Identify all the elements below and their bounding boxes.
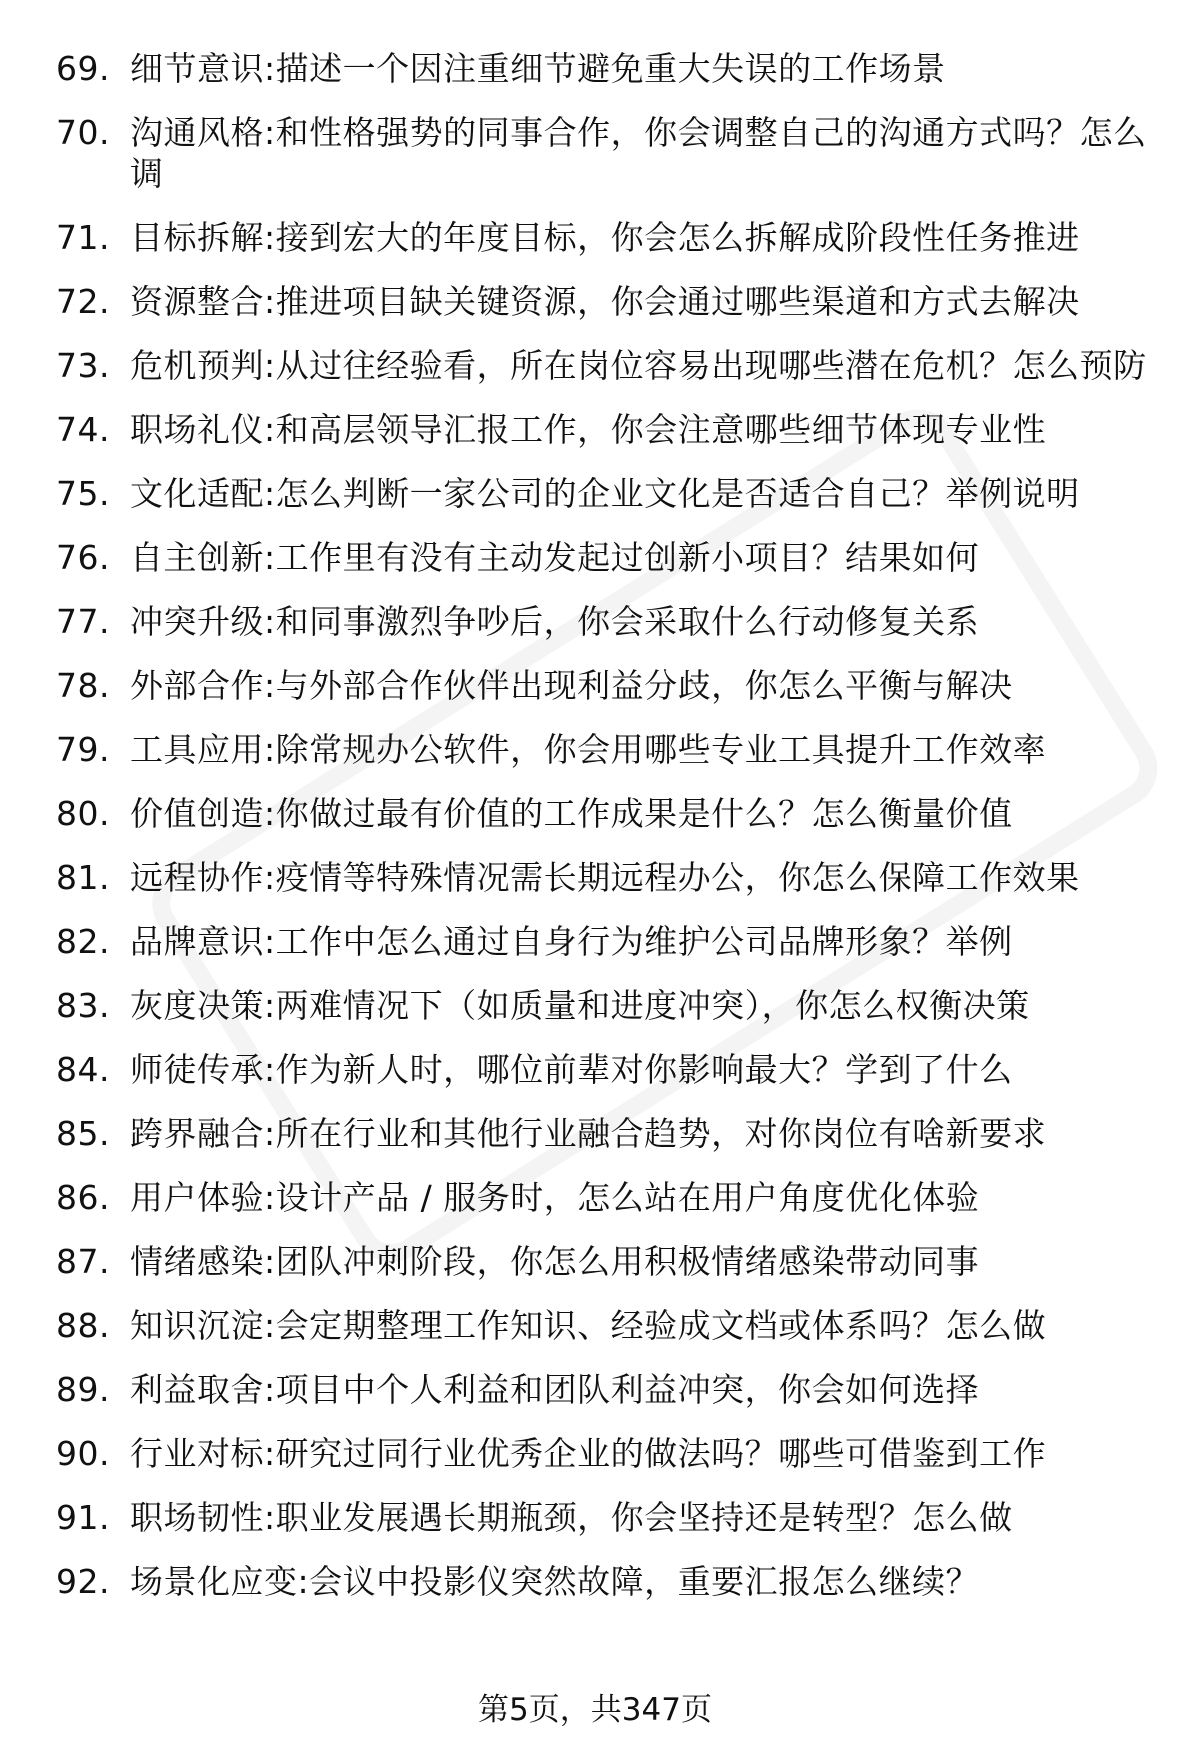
item-number: 89.: [56, 1370, 110, 1409]
item-number: 90.: [56, 1434, 110, 1473]
item-text: 知识沉淀:会定期整理工作知识、经验成文档或体系吗？怎么做: [130, 1306, 1047, 1345]
list-item: [56, 1433, 1166, 1474]
item-number: 82.: [56, 922, 110, 961]
item-text: 价值创造:你做过最有价值的工作成果是什么？怎么衡量价值: [130, 794, 1013, 833]
list-item: [56, 1177, 1166, 1218]
item-number: 91.: [56, 1498, 110, 1537]
list-item: [56, 1113, 1166, 1154]
question-list: [56, 48, 1166, 1625]
item-text: 用户体验:设计产品 / 服务时，怎么站在用户角度优化体验: [130, 1178, 980, 1217]
item-text: 冲突升级:和同事激烈争吵后，你会采取什么行动修复关系: [130, 602, 980, 641]
list-item: [56, 1369, 1166, 1410]
item-text: 职场礼仪:和高层领导汇报工作，你会注意哪些细节体现专业性: [130, 410, 1047, 449]
item-number: 76.: [56, 538, 110, 577]
item-text: 自主创新:工作里有没有主动发起过创新小项目？结果如何: [130, 538, 980, 577]
page-number-footer: 第5页，共347页: [478, 1692, 712, 1728]
item-text: 灰度决策:两难情况下（如质量和进度冲突），你怎么权衡决策: [130, 986, 1030, 1025]
list-item: [56, 1561, 1166, 1602]
item-number: 83.: [56, 986, 110, 1025]
item-number: 87.: [56, 1242, 110, 1281]
item-number: 84.: [56, 1050, 110, 1089]
item-number: 69.: [56, 49, 110, 88]
item-text: 危机预判:从过往经验看，所在岗位容易出现哪些潜在危机？怎么预防: [130, 346, 1147, 385]
item-text: 资源整合:推进项目缺关键资源，你会通过哪些渠道和方式去解决: [130, 282, 1080, 321]
list-item: [56, 985, 1166, 1026]
item-number: 74.: [56, 410, 110, 449]
item-text: 远程协作:疫情等特殊情况需长期远程办公，你怎么保障工作效果: [130, 858, 1080, 897]
list-item: [56, 112, 1166, 194]
item-text: 品牌意识:工作中怎么通过自身行为维护公司品牌形象？举例: [130, 922, 1013, 961]
list-item: [56, 921, 1166, 962]
item-number: 75.: [56, 474, 110, 513]
item-text: 文化适配:怎么判断一家公司的企业文化是否适合自己？举例说明: [130, 474, 1080, 513]
item-text: 师徒传承:作为新人时，哪位前辈对你影响最大？学到了什么: [130, 1050, 1013, 1089]
list-item: [56, 1241, 1166, 1282]
list-item: [56, 473, 1166, 514]
item-number: 86.: [56, 1178, 110, 1217]
item-text: 工具应用:除常规办公软件，你会用哪些专业工具提升工作效率: [130, 730, 1047, 769]
item-number: 71.: [56, 218, 110, 257]
list-item: [56, 1497, 1166, 1538]
list-item: [56, 48, 1166, 89]
item-text: 场景化应变:会议中投影仪突然故障，重要汇报怎么继续？: [130, 1562, 980, 1601]
item-number: 80.: [56, 794, 110, 833]
list-item: [56, 857, 1166, 898]
list-item: [56, 665, 1166, 706]
item-number: 72.: [56, 282, 110, 321]
item-text: 利益取舍:项目中个人利益和团队利益冲突，你会如何选择: [130, 1370, 980, 1409]
item-text: 情绪感染:团队冲刺阶段，你怎么用积极情绪感染带动同事: [130, 1242, 980, 1281]
item-text: 目标拆解:接到宏大的年度目标，你会怎么拆解成阶段性任务推进: [130, 218, 1080, 257]
list-item: [56, 537, 1166, 578]
list-item: [56, 409, 1166, 450]
item-number: 77.: [56, 602, 110, 641]
item-text: 外部合作:与外部合作伙伴出现利益分歧，你怎么平衡与解决: [130, 666, 1013, 705]
item-text: 细节意识:描述一个因注重细节避免重大失误的工作场景: [130, 49, 946, 88]
item-number: 88.: [56, 1306, 110, 1345]
item-text: 行业对标:研究过同行业优秀企业的做法吗？哪些可借鉴到工作: [130, 1434, 1047, 1473]
item-number: 81.: [56, 858, 110, 897]
item-text: 沟通风格:和性格强势的同事合作，你会调整自己的沟通方式吗？怎么调: [130, 113, 1147, 193]
item-number: 79.: [56, 730, 110, 769]
list-item: [56, 345, 1166, 386]
list-item: [56, 601, 1166, 642]
item-text: 跨界融合:所在行业和其他行业融合趋势，对你岗位有啥新要求: [130, 1114, 1047, 1153]
list-item: [56, 729, 1166, 770]
list-item: [56, 217, 1166, 258]
item-number: 70.: [56, 113, 110, 152]
list-item: [56, 281, 1166, 322]
list-item: [56, 1305, 1166, 1346]
list-item: [56, 1049, 1166, 1090]
item-number: 78.: [56, 666, 110, 705]
item-number: 73.: [56, 346, 110, 385]
item-number: 92.: [56, 1562, 110, 1601]
list-item: [56, 793, 1166, 834]
item-text: 职场韧性:职业发展遇长期瓶颈，你会坚持还是转型？怎么做: [130, 1498, 1013, 1537]
item-number: 85.: [56, 1114, 110, 1153]
